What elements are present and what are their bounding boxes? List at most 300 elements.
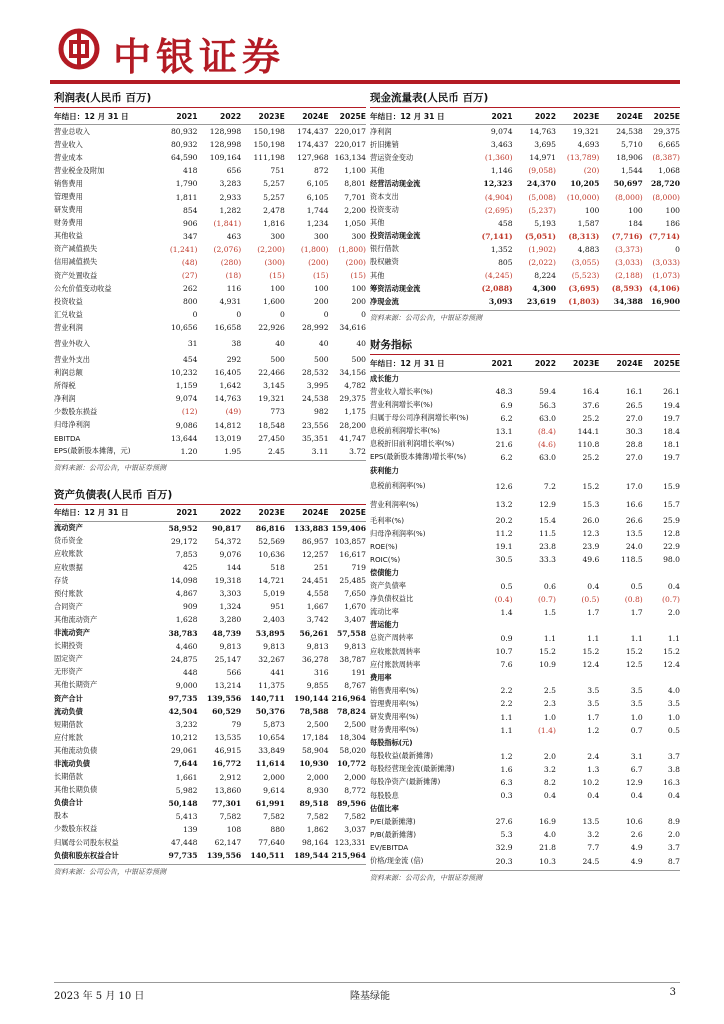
value-cell: 7,582: [344, 811, 366, 821]
table-row: [370, 217, 680, 230]
table-row: [370, 164, 680, 177]
value-cell: 9,813: [306, 641, 329, 651]
value-cell: 448: [183, 667, 198, 677]
table-row: [54, 692, 366, 705]
value-cell: 2.3: [543, 699, 556, 709]
value-cell: 12.9: [539, 500, 556, 510]
table-row: [54, 823, 366, 836]
value-cell: 4,693: [577, 140, 600, 150]
row-label: 息税折旧前利润增长率(%): [370, 439, 455, 449]
table-row: [370, 151, 680, 164]
row-label: 信用减值损失: [54, 257, 98, 267]
table-row: [370, 763, 680, 776]
value-cell: 24.0: [625, 542, 643, 552]
value-cell: 15.2: [582, 481, 600, 491]
value-cell: 1.0: [543, 712, 556, 722]
value-cell: 4,460: [175, 641, 198, 651]
value-cell: (300): [264, 257, 285, 267]
value-cell: [556, 802, 599, 815]
value-cell: (7,714): [649, 231, 680, 241]
value-cell: 2,200: [344, 205, 366, 215]
table-row: [370, 750, 680, 763]
table-row: [370, 710, 680, 723]
value-cell: (8.4): [537, 426, 556, 436]
value-cell: 22,926: [258, 323, 285, 333]
table-row: [370, 451, 680, 464]
row-label: 营业总收入: [54, 126, 90, 136]
value-cell: 3,093: [488, 297, 513, 307]
table-row: [370, 230, 680, 243]
value-cell: 11,375: [258, 680, 285, 690]
header-year-cell: 2023E: [556, 355, 599, 372]
value-cell: 19.4: [663, 400, 680, 410]
row-label: 资产合计: [54, 693, 83, 703]
value-cell: 566: [226, 667, 242, 677]
value-cell: (18): [225, 271, 242, 281]
value-cell: 29,375: [339, 394, 366, 404]
value-cell: (7,141): [481, 231, 513, 241]
value-cell: 1,587: [577, 218, 600, 228]
row-label: 无形资产: [54, 667, 83, 677]
row-label: 财务费用率(%): [370, 725, 419, 735]
value-cell: 58,952: [168, 523, 198, 533]
value-cell: 1.1: [630, 633, 643, 643]
value-cell: 1.4: [500, 607, 513, 617]
row-label: 资产负债率: [370, 581, 406, 591]
value-cell: 1,661: [175, 772, 198, 782]
value-cell: 6,105: [306, 192, 329, 202]
value-cell: [556, 372, 599, 386]
value-cell: (9,058): [528, 166, 556, 176]
value-cell: (2,188): [615, 271, 643, 281]
value-cell: 2,478: [263, 205, 285, 215]
table-row: [370, 399, 680, 412]
row-label: 非流动资产: [54, 628, 90, 638]
value-cell: 0.7: [630, 725, 643, 735]
value-cell: 2.4: [587, 751, 600, 761]
value-cell: 906: [183, 218, 198, 228]
cashflow-source-note: 资料来源：公司公告，中银证券预测: [370, 310, 680, 325]
row-label: 营业外支出: [54, 354, 90, 364]
row-label: 预付账款: [54, 588, 83, 598]
row-label: 估值比率: [370, 803, 399, 813]
value-cell: 3,463: [490, 140, 513, 150]
value-cell: 215,964: [331, 851, 366, 861]
value-cell: 100: [584, 205, 600, 215]
value-cell: 500: [270, 355, 285, 365]
table-row: [370, 177, 680, 190]
value-cell: 27.6: [495, 817, 513, 827]
table-header-row: [54, 108, 366, 125]
table-row: [54, 836, 366, 849]
value-cell: 8,767: [344, 680, 366, 690]
row-label: 研发费用率(%): [370, 712, 419, 722]
value-cell: (8,000): [652, 192, 680, 202]
value-cell: [556, 566, 599, 579]
value-cell: 7,582: [219, 811, 242, 821]
row-label: 应付账款: [54, 732, 83, 742]
value-cell: 35,351: [301, 433, 329, 443]
value-cell: 110.8: [577, 439, 600, 449]
table-row: [370, 789, 680, 802]
value-cell: 7,853: [175, 549, 198, 559]
table-row: [54, 627, 366, 640]
table-row: [54, 521, 366, 535]
row-label: 营业税金及附加: [54, 165, 105, 175]
value-cell: 0.6: [543, 581, 556, 591]
value-cell: 140,711: [250, 694, 285, 704]
table-row: [370, 593, 680, 606]
value-cell: 23,619: [526, 297, 556, 307]
value-cell: [599, 372, 642, 386]
row-label: 固定资产: [54, 654, 83, 664]
row-label: 应收票据: [54, 562, 83, 572]
value-cell: 751: [270, 166, 285, 176]
value-cell: 10.3: [539, 856, 556, 866]
value-cell: 458: [498, 218, 513, 228]
value-cell: 18.1: [663, 439, 680, 449]
value-cell: 14,763: [529, 127, 556, 137]
value-cell: 100: [351, 284, 366, 294]
row-label: 归属母公司股东权益: [54, 837, 119, 847]
value-cell: 28,992: [301, 323, 329, 333]
value-cell: 62,147: [214, 838, 242, 848]
value-cell: 19,321: [258, 394, 285, 404]
value-cell: 3.7: [667, 751, 680, 761]
value-cell: 1,744: [306, 205, 329, 215]
row-label: 负债和股东权益合计: [54, 850, 119, 860]
value-cell: (3,033): [652, 257, 680, 267]
value-cell: 61,991: [255, 798, 285, 808]
value-cell: 805: [498, 257, 513, 267]
header-label-cell: 年结日：12 月 31 日: [370, 355, 475, 372]
table-header-row: [370, 355, 680, 372]
value-cell: 15.2: [582, 647, 600, 657]
value-cell: 12,257: [301, 549, 329, 559]
value-cell: (13,789): [566, 153, 600, 163]
row-label: 营业利润增长率(%): [370, 400, 433, 410]
row-label: 每股净资产(最新摊薄): [370, 777, 441, 787]
value-cell: 4.0: [543, 830, 556, 840]
row-label: 所得税: [54, 380, 76, 390]
value-cell: 63.0: [539, 413, 556, 423]
value-cell: 4,931: [219, 297, 242, 307]
value-cell: 500: [351, 355, 366, 365]
value-cell: (2,076): [213, 244, 242, 254]
value-cell: 773: [270, 407, 285, 417]
row-label: 营业成本: [54, 152, 83, 162]
value-cell: 30.5: [495, 555, 513, 565]
header-year-cell: 2022: [513, 355, 556, 372]
value-cell: 3.5: [667, 699, 680, 709]
table-row: [54, 810, 366, 823]
footer-company: 隆基绿能: [350, 991, 390, 1002]
value-cell: 251: [314, 563, 329, 573]
table-row: [370, 776, 680, 789]
value-cell: 1,628: [175, 615, 198, 625]
value-cell: 11.5: [539, 529, 556, 539]
value-cell: [513, 372, 556, 386]
header-year-cell: 2025E: [329, 108, 366, 125]
value-cell: 4,867: [175, 589, 198, 599]
value-cell: 21.6: [495, 439, 513, 449]
value-cell: 9,855: [306, 680, 329, 690]
value-cell: 4,782: [344, 381, 366, 391]
value-cell: [513, 566, 556, 579]
value-cell: 0.5: [630, 581, 643, 591]
value-cell: 13.1: [495, 426, 513, 436]
row-label: 经营活动现金流: [370, 178, 421, 188]
value-cell: 14,721: [258, 576, 285, 586]
table-row: [54, 392, 366, 405]
table-row: [54, 295, 366, 308]
table-row: [370, 138, 680, 151]
value-cell: 15.2: [663, 647, 680, 657]
value-cell: 0: [361, 310, 366, 320]
value-cell: 0: [192, 310, 198, 320]
table-row: [54, 613, 366, 626]
row-label: 销售费用率(%): [370, 685, 419, 695]
value-cell: 3,695: [534, 140, 556, 150]
row-label: 流动资产: [54, 523, 83, 533]
table-header-row: [370, 108, 680, 125]
value-cell: 48,739: [212, 628, 242, 638]
value-cell: 5,257: [263, 192, 285, 202]
value-cell: 0: [323, 310, 329, 320]
value-cell: [643, 619, 680, 632]
value-cell: 80,932: [170, 127, 198, 137]
value-cell: 10,636: [258, 549, 285, 559]
row-label: 营业收入增长率(%): [370, 386, 433, 396]
value-cell: 0.9: [500, 633, 513, 643]
value-cell: 16.9: [539, 817, 556, 827]
value-cell: (4,904): [484, 192, 513, 202]
value-cell: 6.3: [500, 777, 513, 787]
value-cell: 9,086: [175, 420, 198, 430]
value-cell: 1,234: [306, 218, 329, 228]
value-cell: 111,198: [253, 153, 285, 163]
table-row: [370, 815, 680, 828]
value-cell: 3.5: [587, 699, 600, 709]
table-row: [370, 256, 680, 269]
row-label: 息税前利润增长率(%): [370, 426, 440, 436]
value-cell: 4,558: [306, 589, 329, 599]
table-row: [370, 190, 680, 203]
row-label: 归属于母公司净利润增长率(%): [370, 413, 469, 423]
value-cell: 4.9: [630, 843, 643, 853]
value-cell: 10.6: [625, 817, 643, 827]
value-cell: 1.7: [587, 712, 600, 722]
header-year-cell: 2022: [198, 108, 242, 125]
value-cell: (0.5): [581, 594, 600, 604]
value-cell: 57,558: [336, 628, 366, 638]
value-cell: [643, 671, 680, 684]
row-label: 净现金流: [370, 296, 399, 306]
value-cell: 2,500: [306, 720, 329, 730]
value-cell: (5,051): [525, 231, 556, 241]
table-row: [54, 718, 366, 731]
value-cell: [599, 671, 642, 684]
row-label: 资产处置收益: [54, 270, 98, 280]
table-row: [54, 600, 366, 613]
row-label: ROE(%): [370, 542, 398, 552]
value-cell: 0.4: [587, 791, 600, 801]
header-year-cell: 2023E: [241, 108, 285, 125]
value-cell: 3,232: [175, 720, 198, 730]
value-cell: 0: [236, 310, 242, 320]
value-cell: 4,300: [532, 284, 556, 294]
row-label: P/B(最新摊薄): [370, 829, 417, 839]
value-cell: [643, 372, 680, 386]
value-cell: 8,930: [306, 785, 329, 795]
value-cell: (2,695): [484, 205, 513, 215]
row-label: 每股收益(最新摊薄): [370, 751, 434, 761]
header-rule: [50, 80, 680, 84]
value-cell: 15.7: [663, 500, 680, 510]
value-cell: 86,957: [301, 536, 329, 546]
value-cell: 8,772: [344, 785, 366, 795]
value-cell: 6,105: [306, 179, 329, 189]
value-cell: 0.4: [667, 791, 680, 801]
value-cell: 7.7: [587, 843, 600, 853]
header-year-cell: 2021: [160, 505, 197, 522]
value-cell: 34,156: [339, 368, 366, 378]
value-cell: [475, 464, 512, 477]
value-cell: 78,824: [336, 707, 366, 717]
value-cell: 12,323: [483, 179, 513, 189]
value-cell: 10,212: [170, 733, 198, 743]
value-cell: 3,037: [344, 824, 366, 834]
table-row: [54, 335, 366, 354]
value-cell: 6.7: [630, 764, 643, 774]
header-year-cell: 2022: [513, 108, 556, 125]
row-label: 其他长期资产: [54, 680, 98, 690]
page-header: [0, 0, 724, 82]
table-row: [54, 125, 366, 139]
table-row: [370, 385, 680, 398]
row-label: 股本: [54, 811, 69, 821]
value-cell: [513, 802, 556, 815]
value-cell: 3.5: [587, 686, 600, 696]
table-row: [54, 164, 366, 177]
value-cell: 1,811: [175, 192, 198, 202]
value-cell: 13,214: [214, 680, 242, 690]
value-cell: 18,548: [258, 420, 285, 430]
value-cell: (1.4): [537, 725, 556, 735]
value-cell: 8,801: [344, 179, 366, 189]
row-label: 其他: [370, 218, 385, 228]
value-cell: 14,098: [170, 576, 198, 586]
value-cell: 184: [628, 218, 643, 228]
value-cell: [513, 619, 556, 632]
value-cell: [643, 737, 680, 750]
value-cell: 3,995: [306, 381, 329, 391]
row-label: 投资收益: [54, 296, 83, 306]
value-cell: 23.9: [582, 542, 600, 552]
row-label: 应收账款周转率: [370, 646, 421, 656]
value-cell: 7.6: [500, 660, 513, 670]
value-cell: 27.0: [625, 413, 643, 423]
table-row: [54, 574, 366, 587]
value-cell: 12.5: [625, 660, 643, 670]
value-cell: [475, 737, 512, 750]
value-cell: 2,000: [306, 772, 329, 782]
value-cell: (49): [225, 407, 242, 417]
value-cell: 174,437: [297, 140, 329, 150]
row-label: 资产减值损失: [54, 244, 98, 254]
value-cell: 189,544: [294, 851, 329, 861]
value-cell: 2.0: [543, 751, 556, 761]
value-cell: 872: [314, 166, 329, 176]
table-row: [370, 295, 680, 308]
row-label: 费用率: [370, 672, 392, 682]
value-cell: 1.95: [224, 446, 242, 456]
value-cell: 127,968: [297, 153, 329, 163]
value-cell: [475, 802, 512, 815]
value-cell: (0.7): [537, 594, 556, 604]
table-row: [370, 464, 680, 477]
value-cell: 25,485: [339, 576, 366, 586]
table-row: [54, 256, 366, 269]
value-cell: 1.7: [587, 607, 600, 617]
table-row: [54, 640, 366, 653]
value-cell: 128,998: [209, 140, 242, 150]
value-cell: 19.7: [663, 413, 680, 423]
row-label: 汇兑收益: [54, 309, 83, 319]
value-cell: 2,912: [219, 772, 242, 782]
row-label: 公允价值变动收益: [54, 283, 112, 293]
value-cell: 1,324: [219, 602, 242, 612]
row-label: P/E(最新摊薄): [370, 816, 416, 826]
table-row: [54, 784, 366, 797]
row-label: 总资产周转率: [370, 633, 414, 643]
value-cell: 25.2: [582, 413, 600, 423]
value-cell: 1.6: [500, 764, 513, 774]
financial-ratios-table: [370, 355, 680, 867]
value-cell: 60,529: [212, 707, 242, 717]
table-row: [54, 587, 366, 600]
value-cell: (1,360): [484, 153, 513, 163]
value-cell: 100: [270, 284, 285, 294]
table-row: [54, 731, 366, 744]
value-cell: 9,813: [263, 641, 285, 651]
value-cell: 3.8: [667, 764, 680, 774]
row-label: 少数股东权益: [54, 824, 98, 834]
value-cell: 1.1: [587, 633, 600, 643]
value-cell: (5,008): [528, 192, 556, 202]
value-cell: 2.2: [500, 699, 513, 709]
value-cell: 518: [270, 563, 285, 573]
value-cell: (12): [181, 407, 198, 417]
value-cell: 3.2: [543, 764, 556, 774]
value-cell: 63.0: [539, 452, 556, 462]
table-row: [54, 308, 366, 321]
table-row: [370, 566, 680, 579]
value-cell: 144: [226, 563, 242, 573]
value-cell: 5,710: [621, 140, 643, 150]
value-cell: 100: [665, 205, 680, 215]
row-label: 流动负债: [54, 706, 83, 716]
row-label: 利润总额: [54, 367, 83, 377]
value-cell: 123,331: [334, 838, 366, 848]
value-cell: 1.1: [543, 633, 556, 643]
value-cell: 1,667: [306, 602, 329, 612]
table-row: [370, 724, 680, 737]
value-cell: 40: [356, 339, 366, 349]
value-cell: (1,841): [213, 218, 242, 228]
row-label: 长期借款: [54, 772, 83, 782]
value-cell: 22,466: [258, 368, 285, 378]
